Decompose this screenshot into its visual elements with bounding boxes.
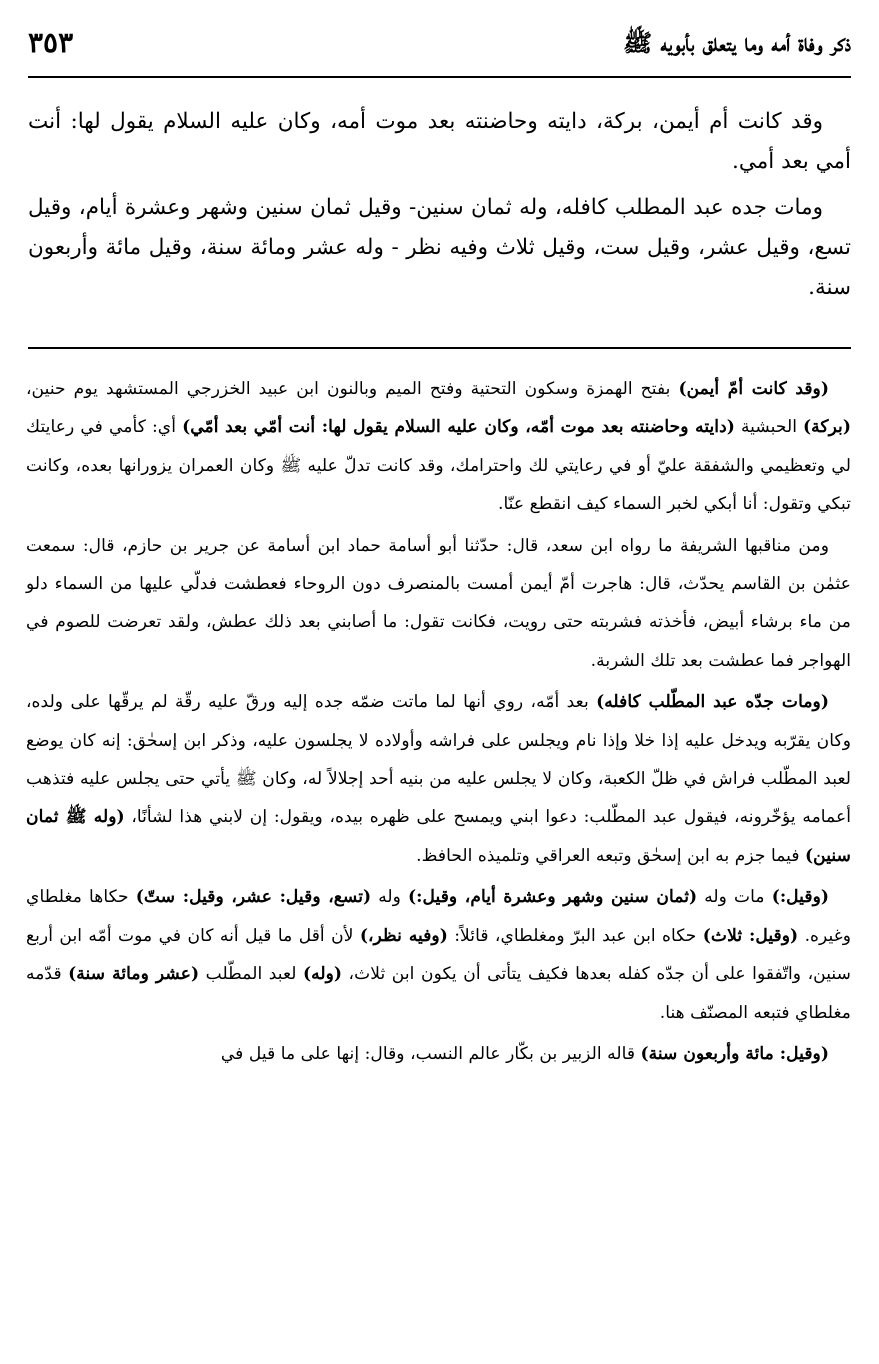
bold-quote-segment: (ثمان سنين وشهر وعشرة أيام، وقيل:): [408, 887, 698, 908]
bold-quote-segment: (وقيل: ثلاث): [702, 925, 799, 946]
text-segment: وله: [371, 887, 409, 908]
text-segment: فيما جزم به ابن إسحٰق وتبعه العراقي وتلميذه الحافظ.: [416, 845, 805, 866]
text-segment: بعد أمّه، روي أنها لما ماتت ضمّه جده إليه ورقّ عليه رقّة لم يرقّها على ولده، وكان يقرّبه ويدخل عليه إذا خلا وإذا نام ويجلس على فراشه وأولاده لا يجلسون عليه، وذكر ابن إسحٰق: إنه كان يوضع لعبد المطّلب فراش في ظلّ الكعبة، وكان لا يجلس عليه من بنيه أحد إجلالاً له، وكان ﷺ يأتي حتى يجلس عليه فتذهب أعمامه يؤخّرونه، فيقول عبد المطّلب: دعوا ابني ويمسح على ظهره بيده، ويقول: إن لابني هذا لشأنًا،: [26, 692, 851, 828]
commentary-paragraph: [26, 683, 851, 875]
text-segment: الحبشية: [734, 417, 804, 438]
header-rule: [28, 76, 851, 78]
page-header: [28, 22, 851, 72]
text-segment: لعبد المطّلب: [199, 964, 303, 985]
bold-quote-segment: (وله ﷺ ثمان سنين): [26, 807, 851, 866]
bold-quote-segment: (ومات جدّه عبد المطّلب كافله): [596, 692, 829, 713]
main-paragraph: ومات جده عبد المطلب كافله، وله ثمان سنين- وقيل ثمان سنين وشهر وعشرة أيام، وقيل تسع، وقيل عشر، وقيل ست، وقيل ثلاث وفيه نظر - وله عشر ومائة سنة، وقيل مائة وأربعون سنة.: [28, 195, 851, 300]
main-paragraph: وقد كانت أم أيمن، بركة، دايته وحاضنته بعد موت أمه، وكان عليه السلام يقول لها: أنت أمي بعد أمي.: [28, 109, 851, 174]
text-segment: ومن مناقبها الشريفة ما رواه ابن سعد، قال: حدّثنا أبو أسامة حماد ابن أسامة عن جرير بن حازم، قال: سمعت عثمٰن بن القاسم يحدّث، قال: هاجرت أمّ أيمن أمست بالمنصرف دون الروحاء فعطشت فدلّي عليها من السماء دلو من ماء برشاء أبيض، فأخذته فشربته حتى رويت، فكانت تقول: ما أصابني بعد ذلك عطش، ولقد تعرضت للصوم في الهواجر فما عطشت بعد تلك الشربة.: [26, 535, 851, 671]
commentary-paragraph: [26, 370, 851, 524]
bold-quote-segment: (وقيل: مائة وأربعون سنة): [640, 1043, 829, 1064]
commentary-paragraph: [26, 527, 851, 681]
bold-quote-segment: (وله): [302, 964, 343, 985]
text-segment: حكاها مغلطاي وغيره.: [26, 887, 852, 946]
text-segment: أي: كأمي في رعايتك لي وتعظيمي والشفقة عليّ أو في رعايتي لك واحترامك، وقد كانت تدلّ عليه ﷺ وكان العمران يزورانها بعده، وكانت تبكي وتقول: أنا أبكي لخبر السماء كيف انقطع عنّا.: [26, 417, 851, 515]
bold-quote-segment: (دايته وحاضنته بعد موت أمّه، وكان عليه السلام يقول لها: أنت أمّي بعد أمّي): [182, 417, 735, 438]
footnote-rule: [28, 347, 851, 349]
commentary-paragraph: [26, 878, 851, 1032]
text-segment: مات وله: [697, 887, 772, 908]
bold-quote-segment: (وقيل:): [771, 887, 830, 908]
bold-quote-segment: (عشر ومائة سنة): [68, 964, 200, 985]
commentary-paragraph: [26, 1035, 851, 1073]
text-segment: قاله الزبير بن بكّار عالم النسب، وقال: إنها على ما قيل في: [220, 1043, 641, 1064]
bold-quote-segment: (وفيه نظر،): [359, 925, 448, 946]
bold-quote-segment: (تسع، وقيل: عشر، وقيل: ستّ): [135, 887, 372, 908]
bold-quote-segment: (بركة): [803, 417, 851, 438]
bold-quote-segment: (وقد كانت أمّ أيمن): [678, 379, 829, 399]
text-segment: لأن أقل ما قيل أنه كان في موت أمّه ابن أربع سنين، واتّفقوا على أن جدّه كفله بعدها فكيف يتأتى أن يكون ابن ثلاث،: [26, 925, 851, 985]
text-segment: قدّمه مغلطاي فتبعه المصنّف هنا.: [26, 964, 851, 1023]
page-number: ٣٥٣: [28, 26, 74, 59]
main-text: [28, 102, 851, 308]
commentary: [26, 370, 851, 1073]
running-title: ذكر وفاة أمه وما يتعلق بأبويه ﷺ: [623, 28, 851, 57]
text-segment: حكاه ابن عبد البرّ ومغلطاي، قائلاً:: [447, 925, 703, 946]
text-segment: بفتح الهمزة وسكون التحتية وفتح الميم وبالنون ابن عبيد الخزرجي المستشهد يوم حنين،: [26, 379, 679, 399]
